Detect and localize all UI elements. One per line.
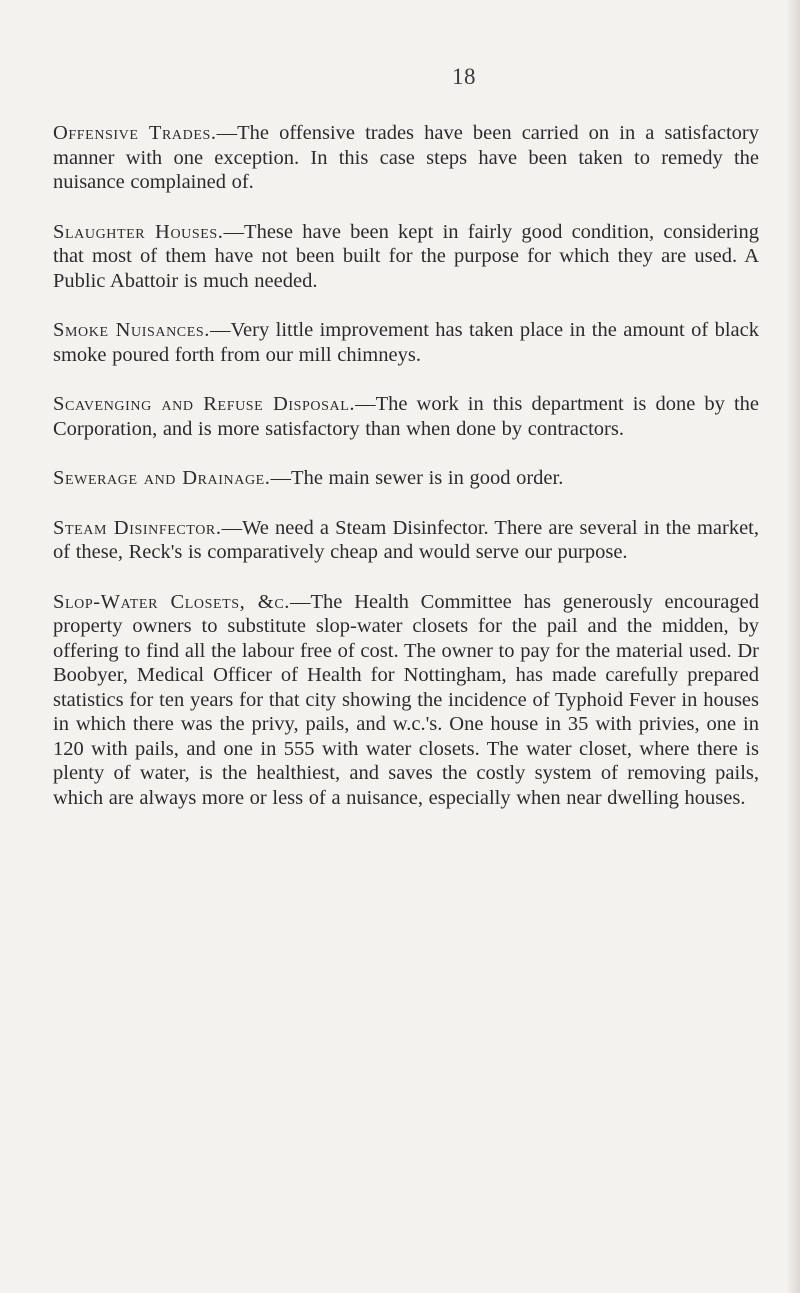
paragraph-slop-water-closets: [53, 590, 759, 811]
paragraph-text: —The Health Committee has generously encouraged property owners to substitute slop-water closets for the pail and the midden, by offering to find all the labour free of cost. The owner to pay for the material used. Dr Boobyer, Medical Officer of Health for Nottingham, has made carefully prepared statistics for ten years for that city showing the incidence of Typhoid Fever in houses in which there was the privy, pails, and w.c.'s. One house in 35 with privies, one in 120 with pails, and one in 555 with water closets. The water closet, where there is plenty of water, is the healthiest, and saves the costly system of removing pails, which are always more or less of a nuisance, especially when near dwelling houses.: [53, 590, 759, 809]
paragraph-text: —The work in this department is done by the Corporation, and is more satisfactory than when done by contractors.: [53, 393, 759, 440]
section-heading: Steam Disinfector.: [53, 516, 222, 539]
paragraph-text: —The main sewer is in good order.: [270, 467, 564, 489]
section-heading: Sewerage and Drainage.: [53, 467, 271, 489]
page-number: 18: [452, 64, 476, 89]
section-heading: Slaughter Houses.: [53, 220, 224, 243]
paragraph-slaughter-houses: [53, 220, 759, 294]
section-heading: Smoke Nuisances.: [53, 319, 211, 341]
section-heading: Scavenging and Refuse Disposal.: [53, 393, 356, 415]
paragraph-scavenging: [53, 392, 759, 441]
paragraph-steam-disinfector: [53, 516, 759, 565]
paragraph-text: —These have been kept in fairly good condition, considering that most of them have not been built for the purpose for which they are used. A Public Abattoir is much needed.: [53, 220, 760, 292]
paragraph-text: —Very little improvement has taken place in the amount of black smoke poured forth from our mill chimneys.: [53, 319, 759, 366]
paragraph-smoke-nuisances: [53, 318, 759, 367]
document-body: [53, 121, 759, 835]
paragraph-text: —The offensive trades have been carried on in a satisfactory manner with one exception. In this case steps have been taken to remedy the nuisance complained of.: [53, 122, 759, 193]
section-heading: Slop-Water Closets, &c.: [53, 590, 291, 613]
paragraph-text: —We need a Steam Disinfector. There are several in the market, of these, Reck's is comparatively cheap and would serve our purpose.: [53, 516, 759, 563]
paragraph-offensive-trades: [53, 121, 759, 195]
paragraph-sewerage: [53, 466, 759, 491]
section-heading: Offensive Trades.: [53, 122, 217, 144]
page-edge-shadow: [786, 0, 800, 1293]
